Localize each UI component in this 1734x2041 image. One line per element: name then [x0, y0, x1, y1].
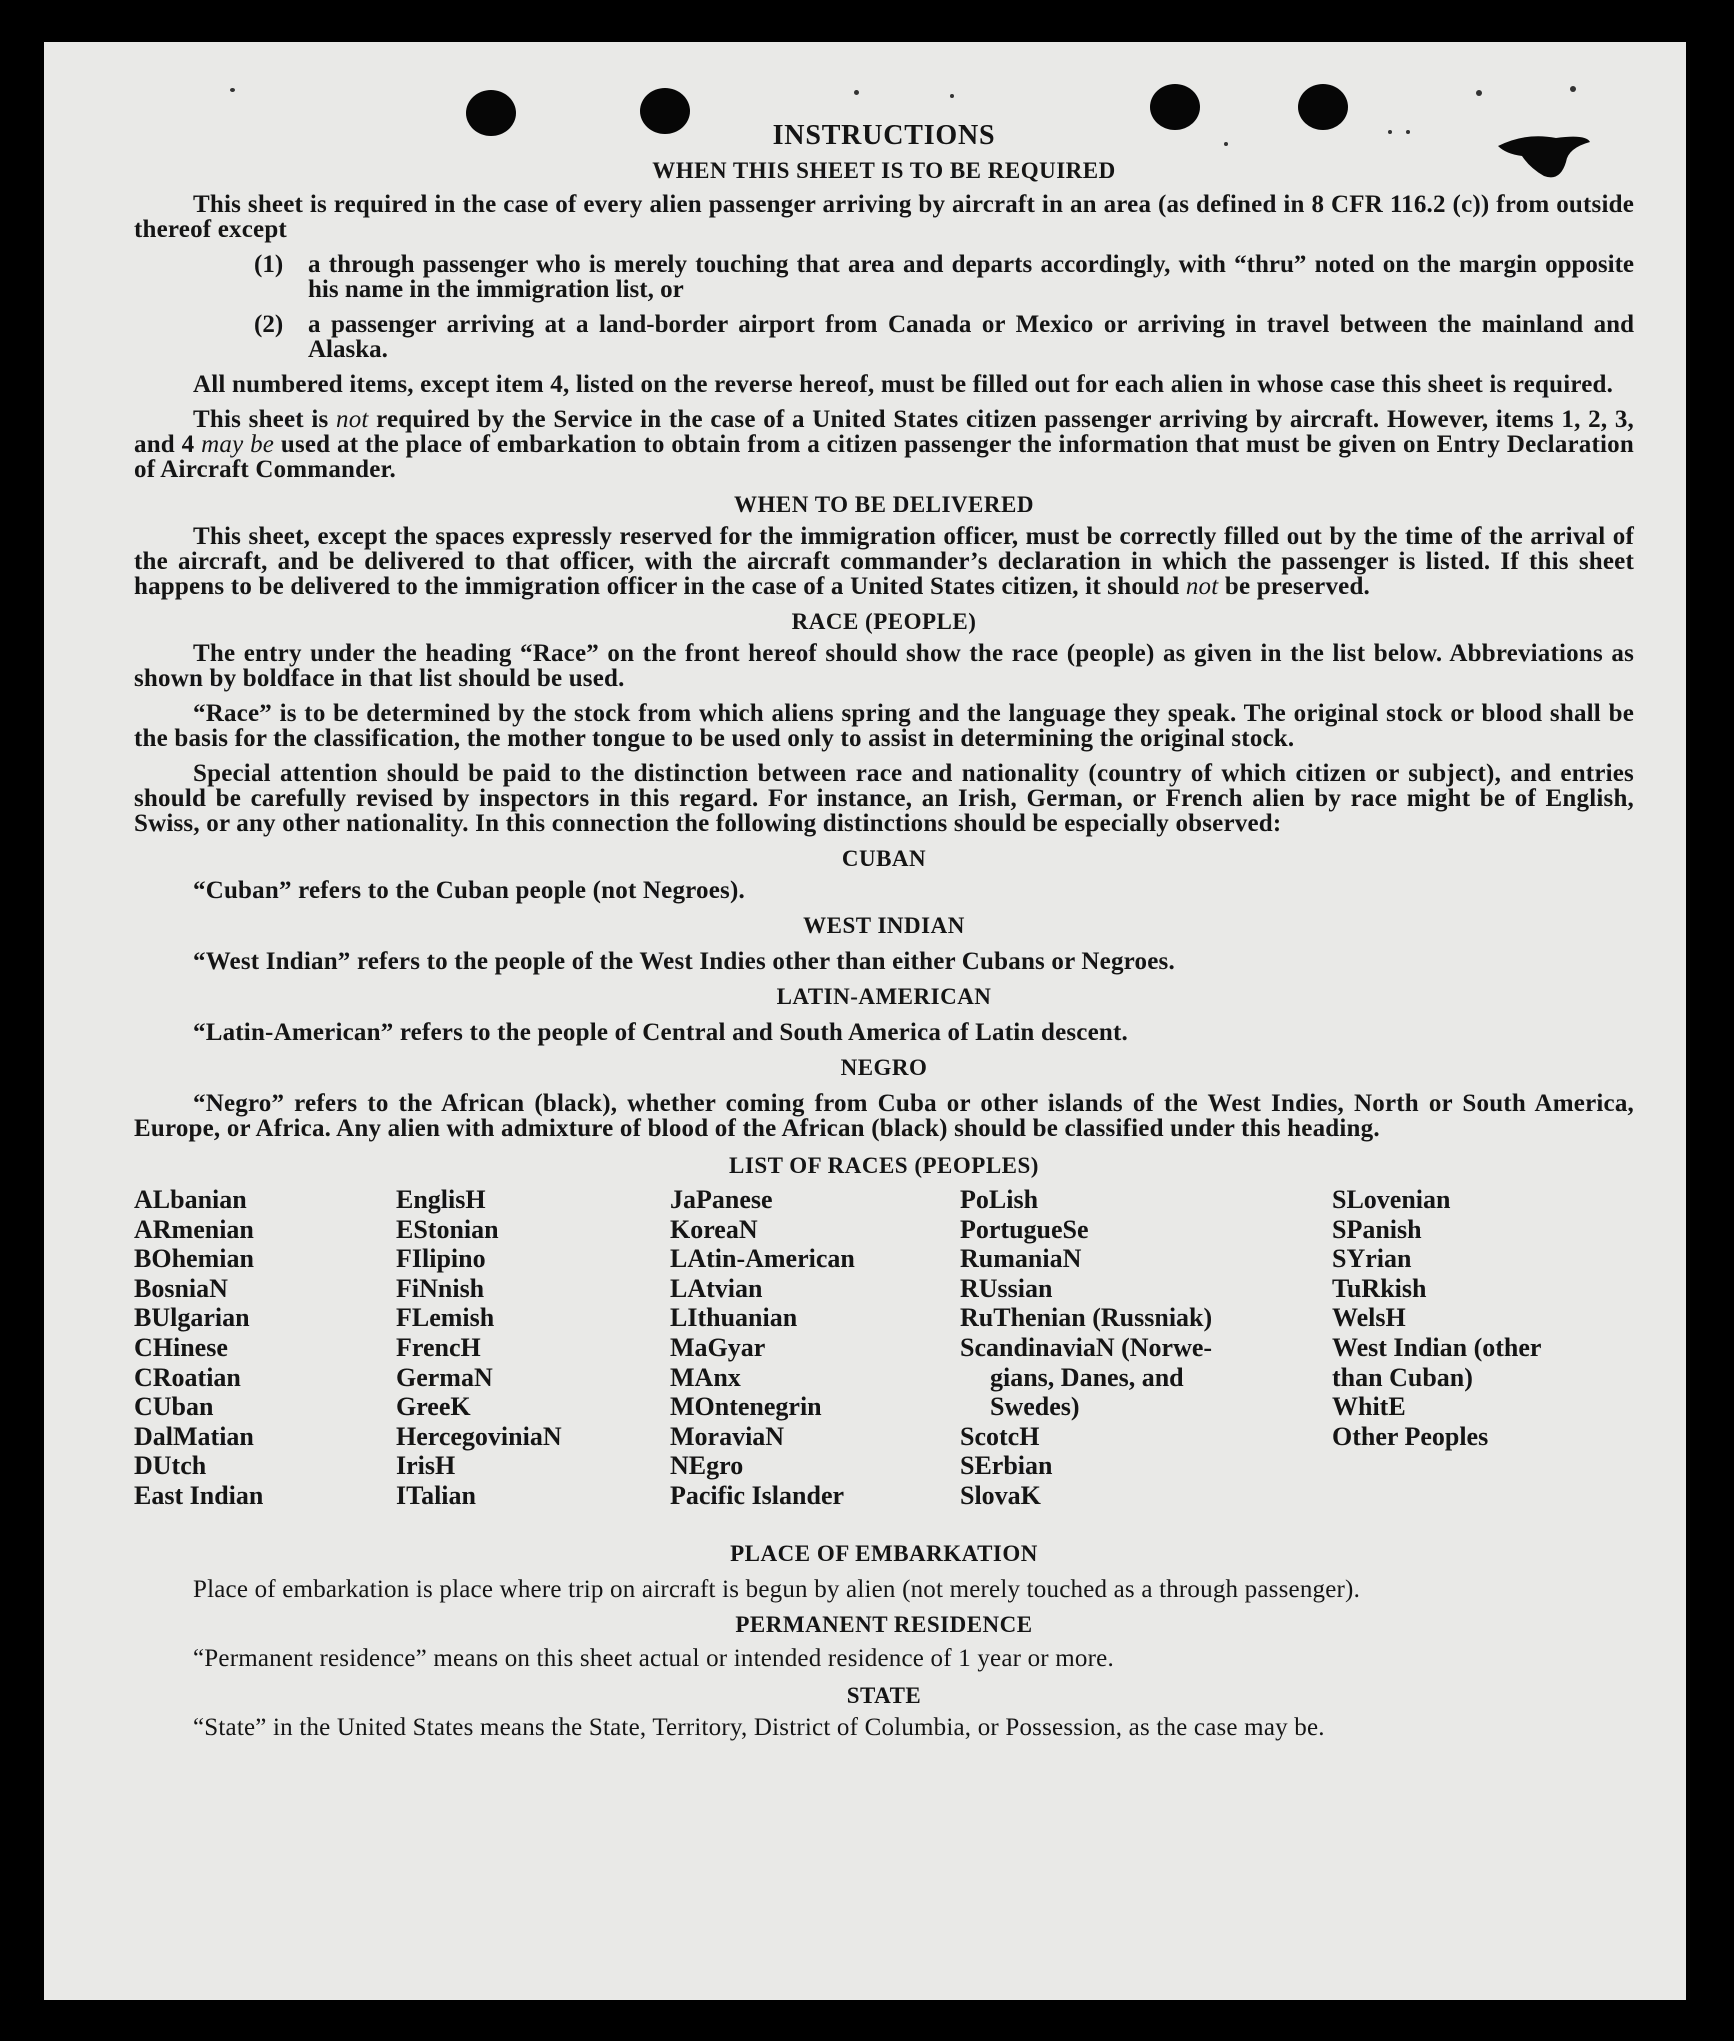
race-entry: WelsH [1332, 1303, 1406, 1333]
race-column-1 [134, 1185, 263, 1511]
race-entry: SErbian [960, 1451, 1053, 1481]
race-entry-continued: Swedes) [990, 1392, 1080, 1422]
race-entry: KoreaN [670, 1214, 758, 1244]
item-text: a passenger arriving at a land-border airport from Canada or Mexico or arriving in travel between the mainland and Alaska. [308, 311, 1634, 363]
race-list [134, 1185, 1634, 1539]
race-entry: NEgro [670, 1451, 744, 1481]
race-entry: FiNnish [396, 1273, 485, 1303]
race-entry: PoLish [960, 1185, 1039, 1214]
race-entry: ALbanian [134, 1185, 247, 1214]
race-entry: LAtvian [670, 1273, 763, 1303]
section-heading-when-required: WHEN THIS SHEET IS TO BE REQUIRED [652, 158, 1116, 183]
race-entry: SYrian [1332, 1244, 1412, 1274]
document-page [44, 42, 1686, 2000]
exception-item-1 [254, 252, 1634, 302]
race-entry: CUban [134, 1392, 214, 1422]
race-entry: ScandinaviaN (Norwe- [960, 1332, 1213, 1362]
race-entry: Pacific Islander [670, 1480, 845, 1510]
race-entry: RUssian [960, 1273, 1053, 1303]
paragraph-race-definition: “Race” is to be determined by the stock from which aliens spring and the language they speak. The original stock or blood shall be the basis for the classification, the mother tongue to be used only to assist in determining the original stock. [134, 700, 1634, 752]
race-entry: RumaniaN [960, 1244, 1082, 1274]
race-entry: MAnx [670, 1362, 741, 1392]
race-entry: PortugueSe [960, 1214, 1089, 1244]
race-entry: ARmenian [134, 1214, 254, 1244]
exception-item-2 [254, 312, 1634, 362]
paragraph-delivery: This sheet, except the spaces expressly reserved for the immigration officer, must be correctly filled out by the time of the arrival of the aircraft, and be delivered to that officer, with the aircraft commander’s declaration in which the passenger is listed. If this sheet happens to be delivered to the immigration officer in the case of a United States citizen, it should not be preserved. [134, 523, 1634, 600]
item-number: (1) [254, 251, 284, 278]
speck [950, 94, 954, 98]
section-heading-negro: NEGRO [840, 1055, 928, 1080]
page-title: INSTRUCTIONS [772, 120, 996, 151]
race-entry-continued: gians, Danes, and [990, 1362, 1184, 1392]
race-entry: MaGyar [670, 1332, 766, 1362]
section-heading-when-delivered: WHEN TO BE DELIVERED [734, 492, 1034, 517]
paragraph-numbered-items: All numbered items, except item 4, listed on the reverse hereof, must be filled out for each alien in whose case this sheet is required. [193, 371, 1614, 398]
race-entry: TuRkish [1332, 1273, 1427, 1303]
section-heading-cuban: CUBAN [841, 846, 927, 871]
race-entry: than Cuban) [1332, 1362, 1473, 1392]
race-entry: GermaN [396, 1362, 493, 1392]
section-heading-state: STATE [846, 1683, 922, 1708]
race-entry: LIthuanian [670, 1303, 798, 1333]
race-entry: FIlipino [396, 1244, 486, 1274]
race-entry: SlovaK [960, 1480, 1041, 1510]
race-entry: SLovenian [1332, 1185, 1451, 1214]
section-heading-list-of-races: LIST OF RACES (PEOPLES) [729, 1153, 1039, 1178]
race-entry: BosniaN [134, 1273, 228, 1303]
paragraph-race-nationality: Special attention should be paid to the distinction between race and nationality (country of which citizen or subject), and entries should be carefully revised by inspectors in this regard. For instance, an Irish, German, or French alien by race might be of English, Swiss, or any other nationality. In this connection the following distinctions should be especially observed: [134, 760, 1634, 837]
speck [854, 90, 859, 95]
paragraph-embarkation: Place of embarkation is place where trip on aircraft is begun by alien (not merely touched as a through passenger). [193, 1576, 1361, 1603]
instructions-body [134, 114, 1634, 1740]
race-entry: FLemish [396, 1303, 495, 1333]
paragraph-citizen-not-required: This sheet is not required by the Service in the case of a United States citizen passenger arriving by aircraft. However, items 1, 2, 3, and 4 may be used at the place of embarkation to obtain from a citizen passenger the information that must be given on Entry Declaration of Aircraft Commander. [134, 406, 1634, 483]
race-entry: BOhemian [134, 1244, 254, 1274]
race-entry: LAtin-American [670, 1244, 855, 1274]
paragraph-permanent-residence: “Permanent residence” means on this sheet actual or intended residence of 1 year or more. [193, 1645, 1114, 1672]
race-entry: SPanish [1332, 1214, 1422, 1244]
item-text: a through passenger who is merely touching that area and departs accordingly, with “thru” noted on the margin opposite his name in the immigration list, or [308, 251, 1634, 303]
section-heading-embarkation: PLACE OF EMBARKATION [730, 1541, 1038, 1566]
item-number: (2) [254, 311, 284, 338]
race-entry: WhitE [1332, 1392, 1406, 1422]
paragraph-negro: “Negro” refers to the African (black), whether coming from Cuba or other islands of the West Indies, North or South America, Europe, or Africa. Any alien with admixture of blood of the African (black) should be classified under this heading. [134, 1090, 1634, 1142]
section-heading-west-indian: WEST INDIAN [803, 913, 965, 938]
race-entry: JaPanese [670, 1185, 773, 1214]
race-column-5 [1332, 1185, 1541, 1451]
race-entry: FrencH [396, 1332, 481, 1362]
race-entry: RuThenian (Russniak) [960, 1303, 1213, 1333]
race-entry: East Indian [134, 1480, 264, 1510]
paragraph-required-intro: This sheet is required in the case of every alien passenger arriving by aircraft in an area (as defined in 8 CFR 116.2 (c)) from outside thereof except [134, 191, 1634, 243]
race-entry: GreeK [396, 1392, 471, 1422]
race-entry: MoraviaN [670, 1421, 785, 1451]
paragraph-cuban: “Cuban” refers to the Cuban people (not Negroes). [193, 877, 745, 904]
race-entry: CHinese [134, 1332, 228, 1362]
race-entry: MOntenegrin [670, 1392, 822, 1422]
race-entry: EStonian [396, 1214, 499, 1244]
race-entry: CRoatian [134, 1362, 241, 1392]
race-entry: ITalian [396, 1480, 476, 1510]
section-heading-race: RACE (PEOPLE) [791, 609, 977, 634]
paragraph-latin-american: “Latin-American” refers to the people of Central and South America of Latin descent. [193, 1019, 1128, 1046]
race-entry: DUtch [134, 1451, 207, 1481]
paragraph-race-entry: The entry under the heading “Race” on the front hereof should show the race (people) as given in the list below. Abbreviations as shown by boldface in that list should be used. [134, 640, 1634, 692]
race-entry: HercegoviniaN [396, 1421, 562, 1451]
race-column-3 [670, 1185, 855, 1511]
race-entry: BUlgarian [134, 1303, 250, 1333]
race-entry: ScotcH [960, 1421, 1040, 1451]
speck [1570, 86, 1576, 92]
race-entry: IrisH [396, 1451, 456, 1481]
race-entry: Other Peoples [1332, 1421, 1489, 1451]
race-column-4 [960, 1185, 1212, 1511]
speck [230, 88, 235, 92]
section-heading-latin-american: LATIN-AMERICAN [776, 984, 992, 1009]
race-entry: DalMatian [134, 1421, 254, 1451]
paragraph-west-indian: “West Indian” refers to the people of the West Indies other than either Cubans or Negroes. [193, 948, 1175, 975]
speck [1476, 90, 1482, 96]
race-entry: EnglisH [396, 1185, 486, 1214]
section-heading-permanent-residence: PERMANENT RESIDENCE [735, 1612, 1033, 1637]
paragraph-state: “State” in the United States means the State, Territory, District of Columbia, or Possession, as the case may be. [193, 1714, 1325, 1741]
race-column-2 [396, 1185, 562, 1511]
race-entry: West Indian (other [1332, 1332, 1542, 1362]
